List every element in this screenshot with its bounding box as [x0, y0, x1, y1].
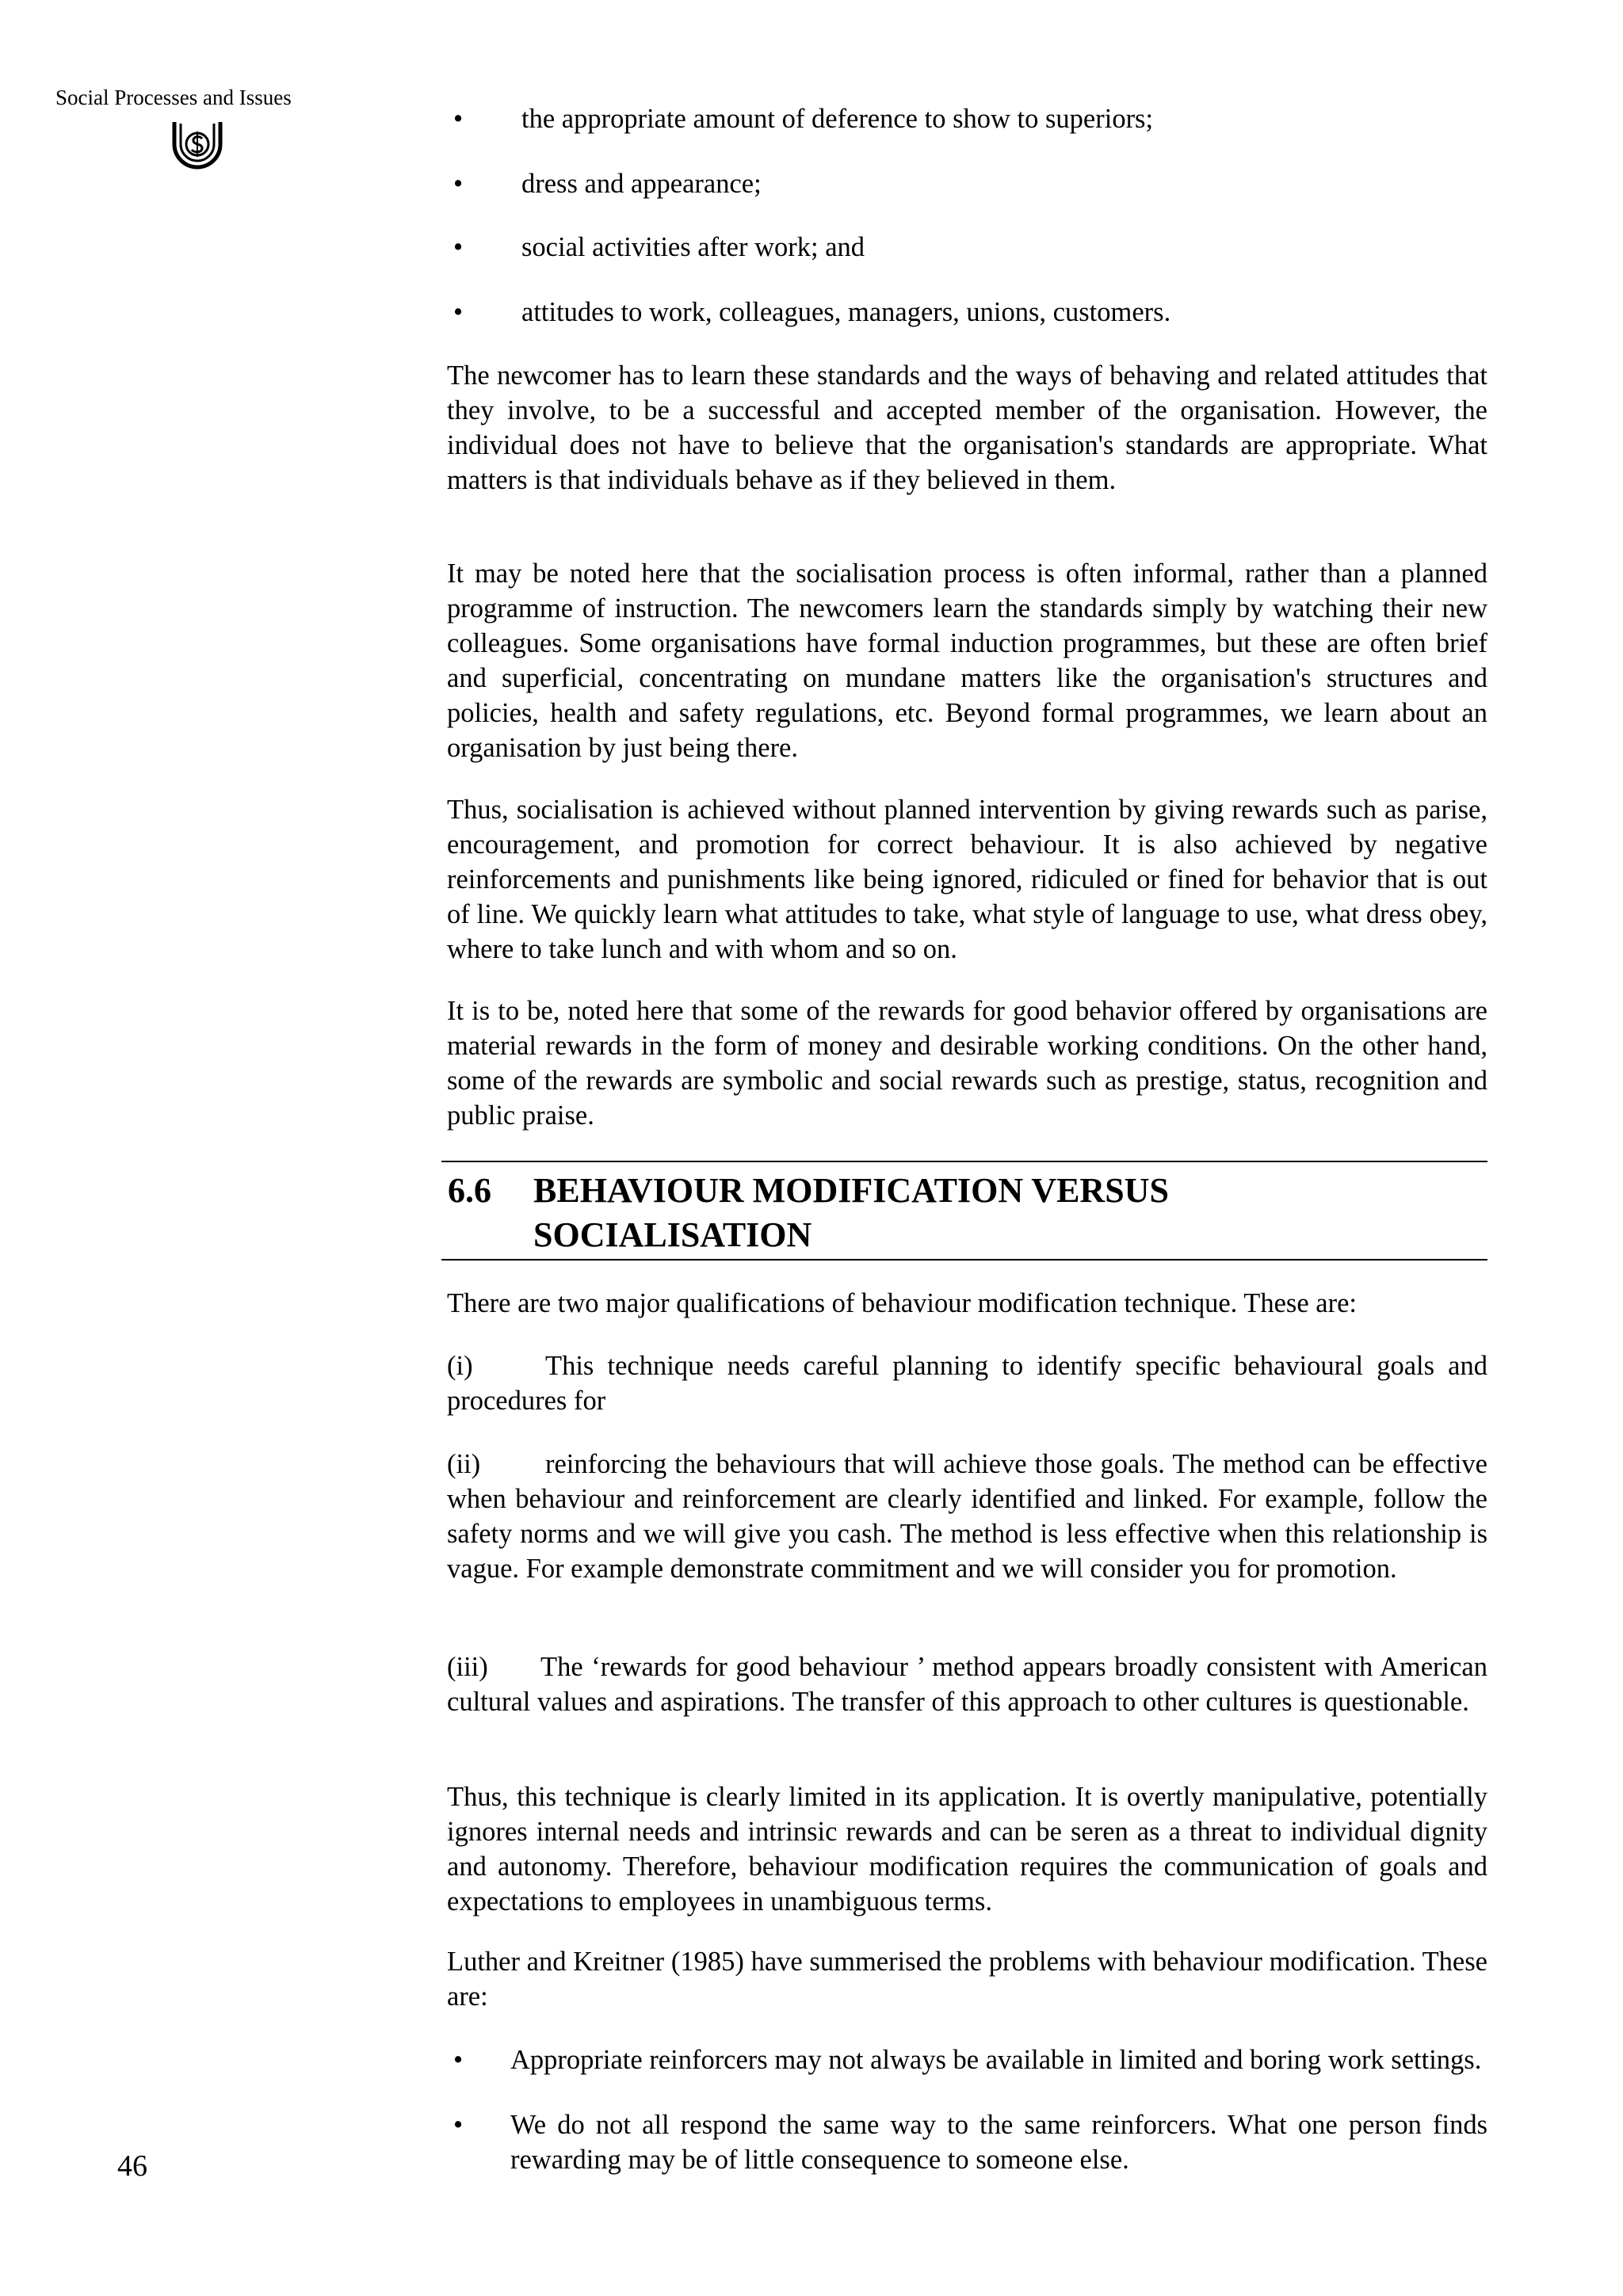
item-number: (iii)	[447, 1652, 488, 1682]
bullet-list-bottom	[447, 2042, 1487, 2177]
paragraph: It may be noted here that the socialisation process is often informal, rather than a planned programme of instruction. The newcomers learn the standards simply by watching their new colleagues. Some organisations have formal induction programmes, but these are often brief and superficial, concentrating on mundane matters like the organisation's structures and policies, health and safety regulations, etc. Beyond formal programmes, we learn about an organisation by just being there.	[447, 559, 1487, 763]
numbered-item: (i) This technique needs careful planning to identify specific behavioural goals and procedures for	[447, 1348, 1487, 1418]
bullet-icon: •	[453, 232, 464, 262]
list-item: • We do not all respond the same way to the same reinforcers. What one person finds rewarding may be of little consequence to someone else.	[447, 2107, 1487, 2177]
numbered-item: (iii) The ‘rewards for good behaviour ’ method appears broadly consistent with American cultural values and aspirations. The transfer of this approach to other cultures is questionable.	[447, 1650, 1487, 1719]
paragraph: It is to be, noted here that some of the rewards for good behavior offered by organisations are material rewards in the form of money and desirable working conditions. On the other hand, some of the rewards are symbolic and social rewards such as prestige, status, recognition and public praise.	[447, 996, 1487, 1131]
paragraph: Luther and Kreitner (1985) have summerised the problems with behaviour modification. These are:	[447, 1947, 1487, 2012]
item-number: (ii)	[447, 1449, 481, 1479]
bullet-icon: •	[453, 169, 464, 199]
paragraph: The newcomer has to learn these standards and the ways of behaving and related attitudes that they involve, to be a successful and accepted member of the organisation. However, the individual does not have to believe that the organisation's standards are appropriate. What matters is that individuals behave as if they believed in them.	[447, 360, 1487, 495]
bullet-icon: •	[453, 2045, 464, 2075]
section-heading	[441, 1161, 1487, 1261]
book-title: Social Processes and Issues	[55, 86, 292, 109]
list-item: • social activities after work; and	[447, 230, 1487, 295]
list-item: • Appropriate reinforcers may not always be available in limited and boring work settings.	[447, 2042, 1487, 2077]
paragraph: Thus, socialisation is achieved without planned intervention by giving rewards such as parise, encouragement, and promotion for correct behaviour. It is also achieved by negative reinforcements and punishments like being ignored, ridiculed or fined for behavior that is out of line. We quickly learn what attitudes to take, what style of language to use, what dress obey, where to take lunch and with whom and so on.	[447, 795, 1487, 964]
list-item: • the appropriate amount of deference to show to superiors;	[447, 101, 1487, 166]
bullet-icon: •	[453, 2110, 464, 2140]
item-number: (i)	[447, 1351, 473, 1381]
section-number: 6.6	[448, 1171, 491, 1210]
bullet-icon: •	[453, 297, 464, 327]
section-title: BEHAVIOUR MODIFICATION VERSUS SOCIALISATION	[533, 1171, 1169, 1254]
list-item: • attitudes to work, colleagues, managers, unions, customers.	[447, 295, 1487, 330]
paragraph: There are two major qualifications of behaviour modification technique. These are:	[447, 1288, 1357, 1318]
bullet-icon: •	[453, 104, 464, 134]
university-logo-icon	[170, 113, 225, 173]
bullet-list-top	[447, 101, 1487, 330]
paragraph: Thus, this technique is clearly limited in its application. It is overtly manipulative, potentially ignores internal needs and intrinsic rewards and can be seren as a threat to individual dignity and autonomy. Therefore, behaviour modification requires the communication of goals and expectations to employees in unambiguous terms.	[447, 1782, 1487, 1917]
numbered-item: (ii) reinforcing the behaviours that will achieve those goals. The method can be effective when behaviour and reinforcement are clearly identified and linked. For example, follow the safety norms and we will give you cash. The method is less effective when this relationship is vague. For example demonstrate commitment and we will consider you for promotion.	[447, 1447, 1487, 1586]
page-number: 46	[117, 2149, 147, 2183]
list-item: • dress and appearance;	[447, 166, 1487, 230]
